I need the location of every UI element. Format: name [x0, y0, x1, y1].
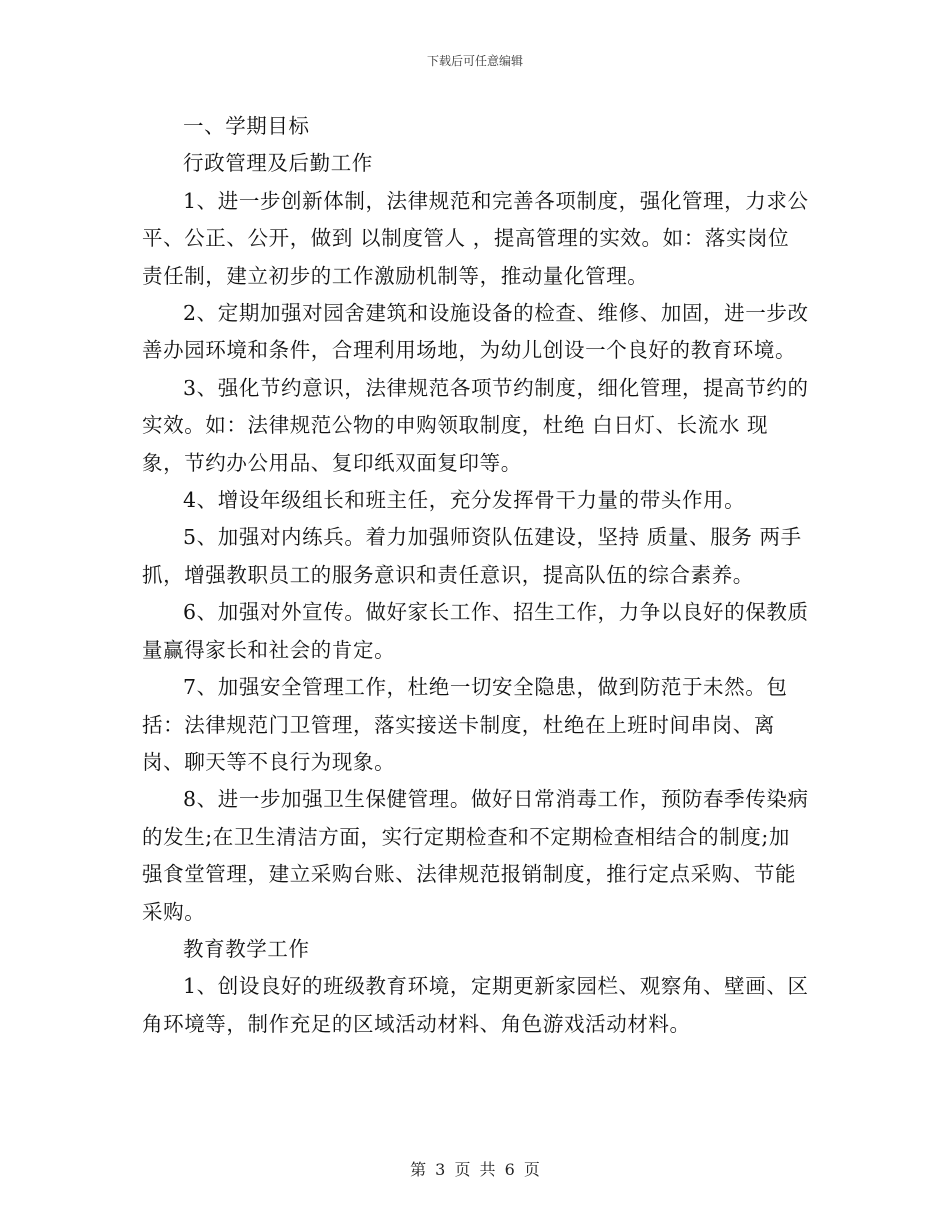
- paragraph: 1、进一步创新体制，法律规范和完善各项制度，强化管理，力求公平、公正、公开，做到 以制度管人 ，提高管理的实效。如：落实岗位责任制，建立初步的工作激励机制等，推动量化管理。: [142, 188, 809, 288]
- paragraph: 3、强化节约意识，法律规范各项节约制度，细化管理，提高节约的实效。如：法律规范公物的申购领取制度，杜绝 白日灯、长流水 现象，节约办公用品、复印纸双面复印等。: [142, 375, 809, 475]
- paragraph: 1、创设良好的班级教育环境，定期更新家园栏、观察角、壁画、区角环境等，制作充足的区域活动材料、角色游戏活动材料。: [142, 974, 809, 1036]
- paragraph: 8、进一步加强卫生保健管理。做好日常消毒工作，预防春季传染病的发生;在卫生清洁方面，实行定期检查和不定期检查相结合的制度;加强食堂管理，建立采购台账、法律规范报销制度，推行定点采购、节能采购。: [142, 787, 809, 924]
- page-number: 第 3 页 共 6 页: [410, 1160, 540, 1179]
- paragraph: 4、增设年级组长和班主任，充分发挥骨干力量的带头作用。: [183, 488, 746, 513]
- subsection-heading: 教育教学工作: [183, 936, 310, 961]
- section-heading: 一、学期目标: [183, 114, 310, 138]
- subsection-heading: 行政管理及后勤工作: [183, 151, 373, 176]
- document-body: [142, 108, 810, 1043]
- paragraph: 5、加强对内练兵。着力加强师资队伍建设，坚持 质量、服务 两手抓，增强教职员工的服务意识和责任意识，提高队伍的综合素养。: [142, 525, 802, 587]
- paragraph: 6、加强对外宣传。做好家长工作、招生工作，力争以良好的保教质量赢得家长和社会的肯定。: [142, 600, 809, 662]
- paragraph: 7、加强安全管理工作，杜绝一切安全隐患，做到防范于未然。包括：法律规范门卫管理，落实接送卡制度，杜绝在上班时间串岗、离岗、聊天等不良行为现象。: [142, 675, 788, 774]
- page-header: 下载后可任意编辑: [426, 54, 523, 68]
- paragraph: 2、定期加强对园舍建筑和设施设备的检查、维修、加固，进一步改善办园环境和条件，合理利用场地，为幼儿创设一个良好的教育环境。: [142, 301, 809, 363]
